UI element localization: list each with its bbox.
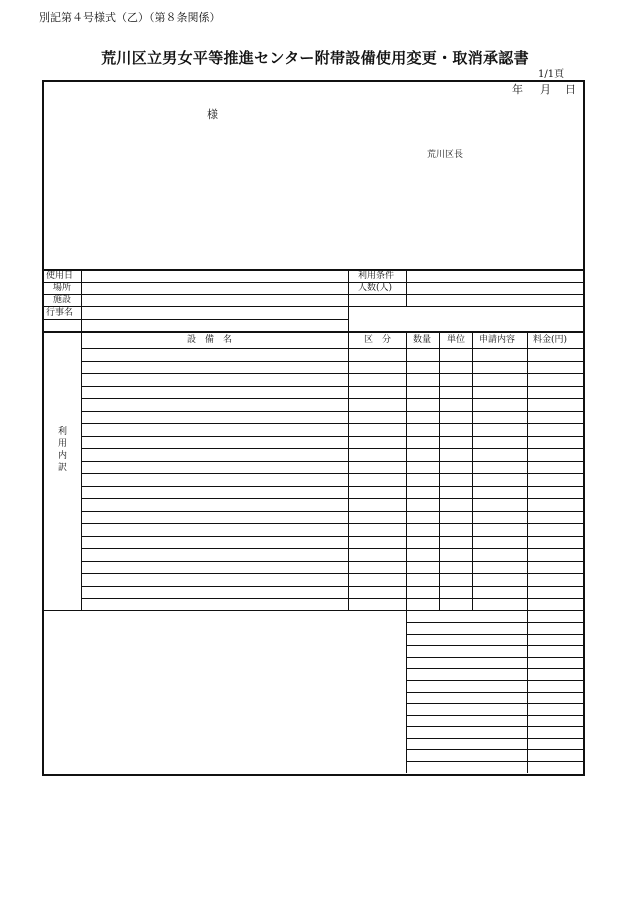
date-day: 日 [565,83,576,96]
divider [42,610,583,611]
equipment-name-header: 設 備 名 [187,335,233,345]
bottom-row-line [406,634,583,635]
bottom-row-line [406,657,583,658]
quantity-header: 数量 [413,335,432,345]
headcount-label: 人数(人) [358,283,393,293]
table-row-line [81,398,583,399]
table-row-line [81,448,583,449]
grid-line [406,270,407,307]
table-row-line [81,486,583,487]
bottom-row-line [406,680,583,681]
category-header: 区 分 [364,335,392,345]
table-row-line [81,573,583,574]
table-row-line [81,536,583,537]
breakdown-label: 利 用 内 訳 [58,427,68,473]
unit-header: 単位 [447,335,466,345]
bottom-row-line [406,738,583,739]
bottom-row-line [406,668,583,669]
table-row-line [81,461,583,462]
table-row-line [81,361,583,362]
table-row-line [81,586,583,587]
bottom-row-line [406,726,583,727]
bottom-row-line [406,715,583,716]
form-frame [42,80,585,776]
page-indicator: 1/1頁 [538,69,565,80]
bottom-row-line [406,749,583,750]
bottom-row-line [406,645,583,646]
table-row-line [81,548,583,549]
form-title: 荒川区立男女平等推進センター附帯設備使用変更・取消承認書 [101,49,529,67]
date-year: 年 [512,83,523,96]
table-row-line [81,436,583,437]
grid-line [348,270,349,332]
grid-line [42,306,349,307]
table-row-line [81,598,583,599]
grid-line [42,294,583,295]
table-row-line [81,523,583,524]
issuer: 荒川区長 [427,150,464,160]
table-row-line [81,498,583,499]
fee-header: 料金(円) [533,335,568,345]
bottom-row-line [406,761,583,762]
conditions-label: 利用条件 [358,271,395,281]
table-row-line [81,473,583,474]
table-row-line [81,386,583,387]
divider [42,269,583,271]
bottom-row-line [406,692,583,693]
place-label: 場所 [53,283,72,293]
grid-line [81,270,82,332]
table-row-line [81,511,583,512]
bottom-row-line [406,622,583,623]
divider [42,331,583,333]
event-name-label: 行事名 [46,308,74,318]
application-header: 申請内容 [479,335,516,345]
facility-label: 施設 [53,295,72,305]
grid-line [348,306,583,307]
bottom-row-line [406,703,583,704]
date-month: 月 [540,83,551,96]
table-row-line [81,561,583,562]
form-label: 別記第４号様式（乙）（第８条関係） [39,11,221,24]
grid-line [42,319,349,320]
use-date-label: 使用日 [46,271,74,281]
table-row-line [81,423,583,424]
table-row-line [81,373,583,374]
addressee-suffix: 様 [207,108,218,121]
grid-line [42,282,583,283]
table-row-line [81,411,583,412]
table-row-line [81,348,583,349]
